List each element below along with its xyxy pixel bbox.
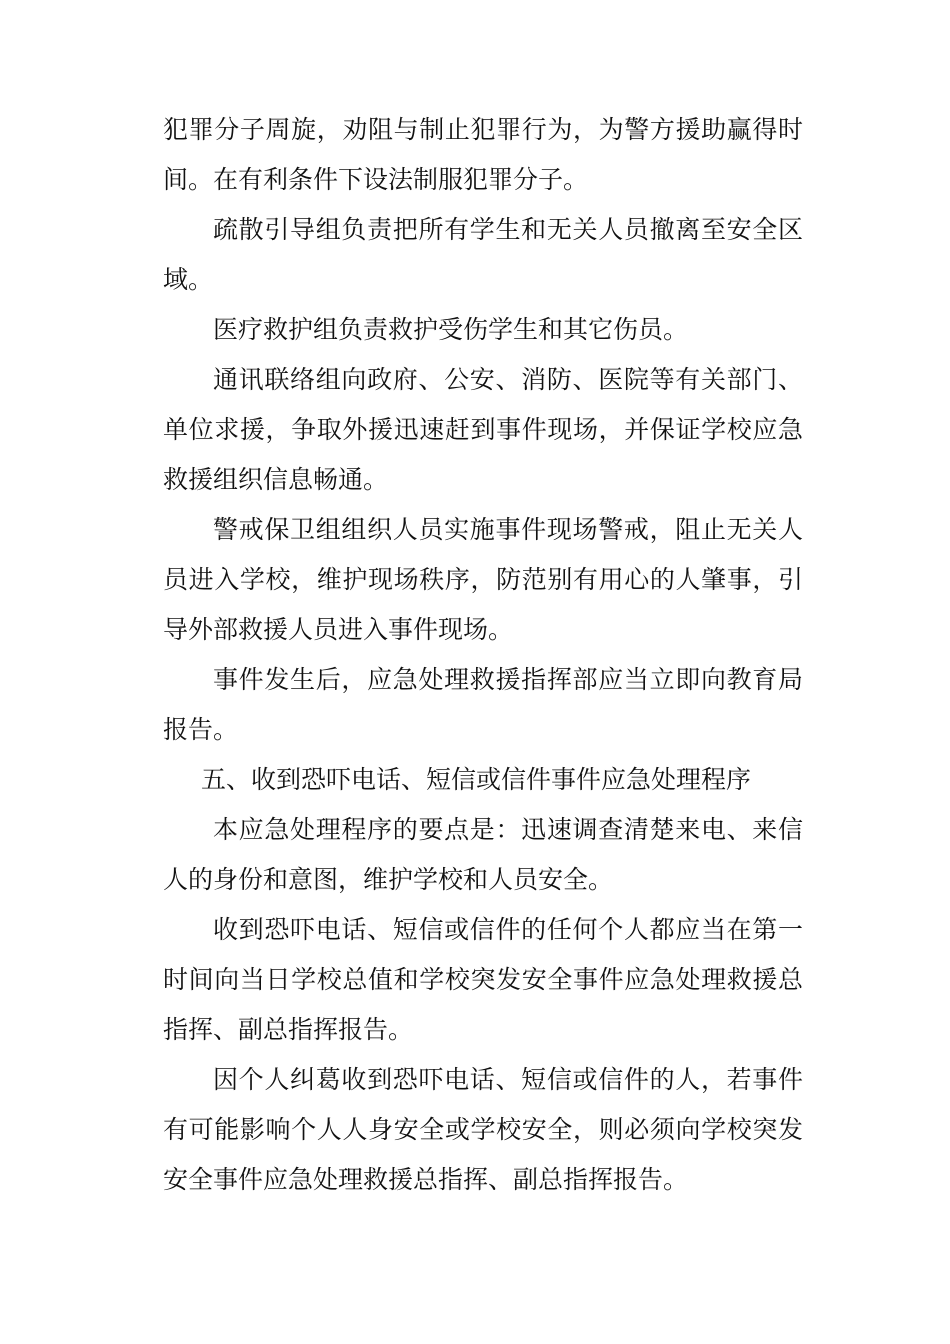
paragraph-continuation: 犯罪分子周旋，劝阻与制止犯罪行为，为警方援助赢得时间。在有利条件下设法制服犯罪分子。 (163, 115, 803, 194)
paragraph-evacuation-group: 疏散引导组负责把所有学生和无关人员撤离至安全区域。 (163, 215, 803, 294)
paragraph-report-education-bureau: 事件发生后，应急处理救援指挥部应当立即向教育局报告。 (163, 665, 803, 744)
paragraph-security-group: 警戒保卫组组织人员实施事件现场警戒，阻止无关人员进入学校，维护现场秩序，防范别有用心的人肇事，引导外部救援人员进入事件现场。 (163, 515, 803, 644)
paragraph-communication-group: 通讯联络组向政府、公安、消防、医院等有关部门、单位求援，争取外援迅速赶到事件现场，并保证学校应急救援组织信息畅通。 (163, 365, 803, 494)
section-heading-five: 五、收到恐吓电话、短信或信件事件应急处理程序 (201, 765, 752, 794)
paragraph-personal-dispute: 因个人纠葛收到恐吓电话、短信或信件的人，若事件有可能影响个人人身安全或学校安全，则必须向学校突发安全事件应急处理救援总指挥、副总指挥报告。 (163, 1065, 803, 1194)
paragraph-key-points: 本应急处理程序的要点是：迅速调查清楚来电、来信人的身份和意图，维护学校和人员安全。 (163, 815, 803, 894)
paragraph-report-receipt: 收到恐吓电话、短信或信件的任何个人都应当在第一时间向当日学校总值和学校突发安全事件应急处理救援总指挥、副总指挥报告。 (163, 915, 803, 1044)
document-body (163, 105, 803, 1205)
paragraph-medical-group: 医疗救护组负责救护受伤学生和其它伤员。 (213, 315, 689, 344)
